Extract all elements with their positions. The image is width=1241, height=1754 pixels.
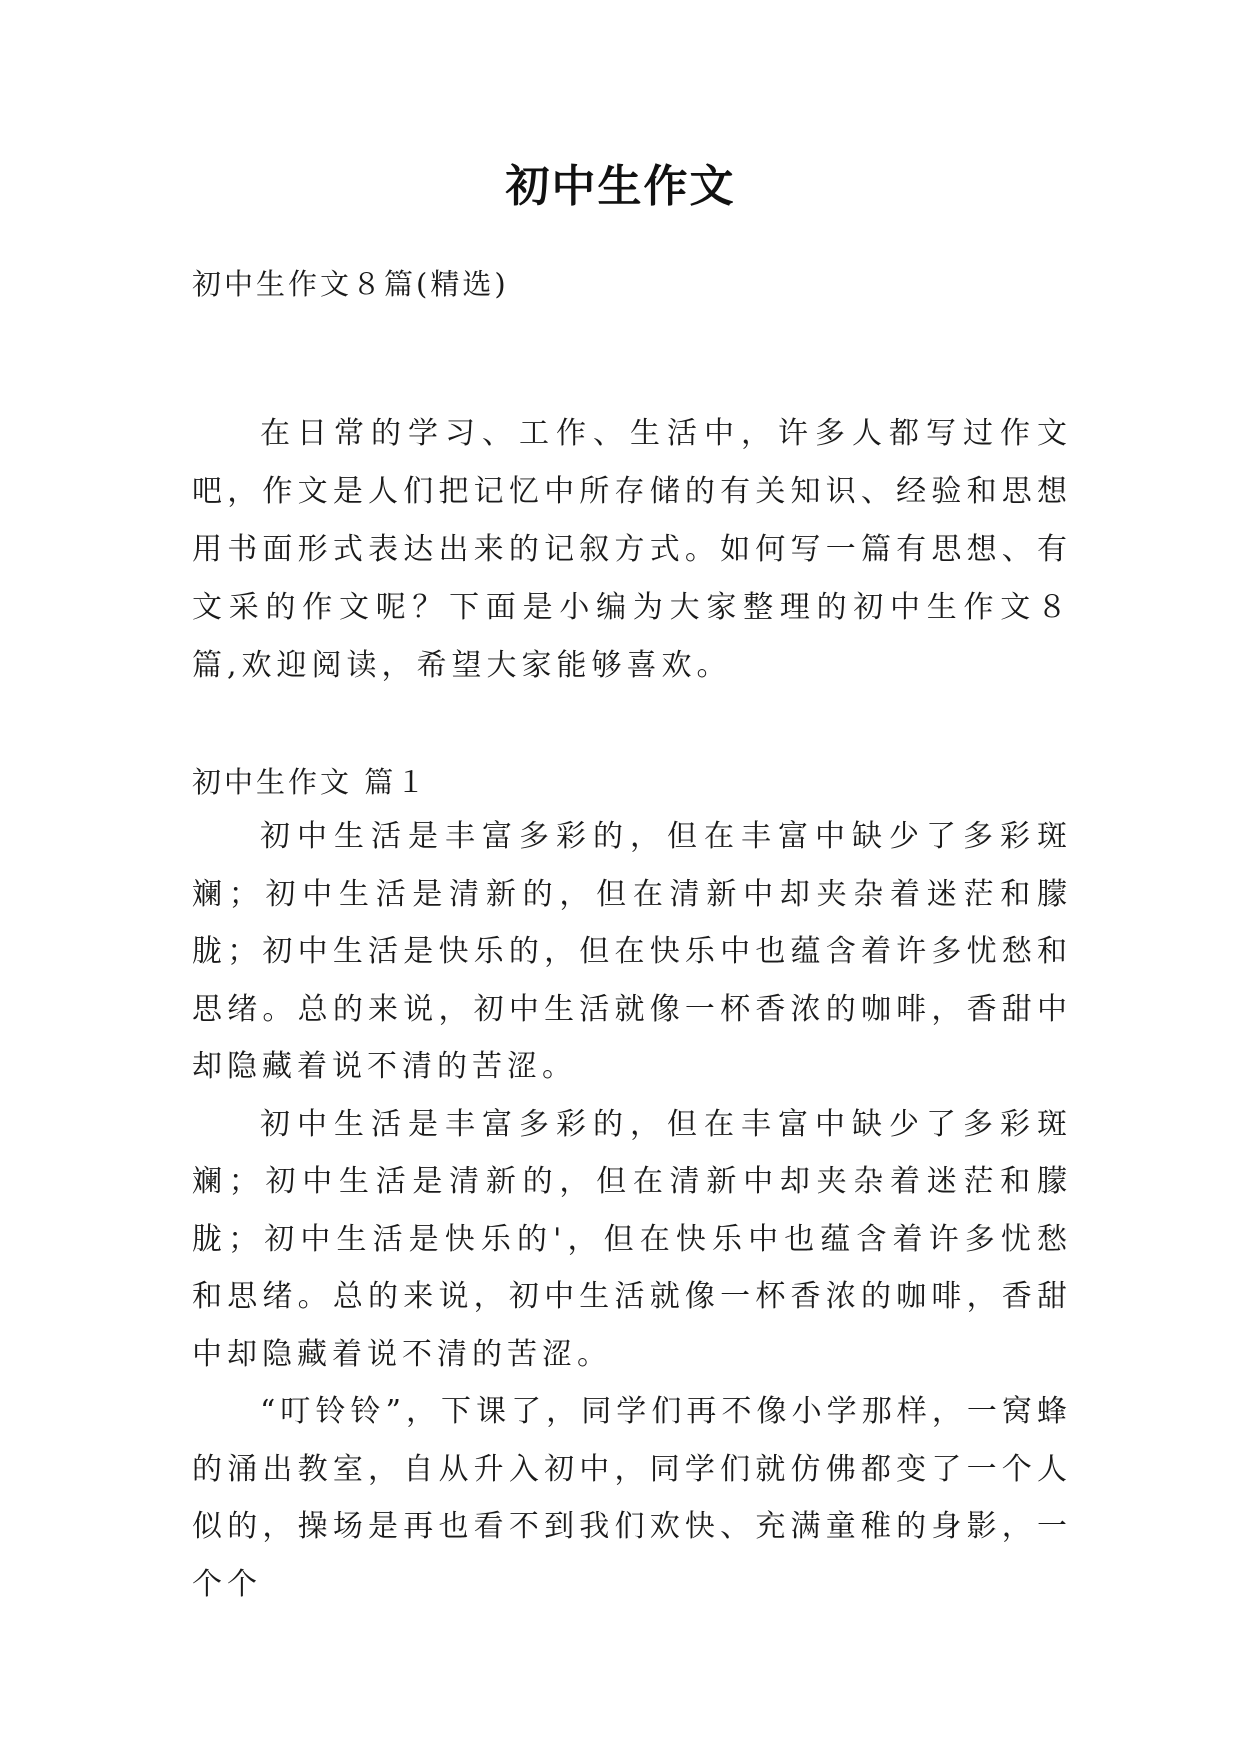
body-paragraph: “叮铃铃”，下课了，同学们再不像小学那样，一窝蜂的涌出教室，自从升入初中，同学们就仿佛都变了一个人似的，操场是再也看不到我们欢快、充满童稚的身影，一个个 — [192, 1394, 1072, 1602]
body-paragraph: 初中生活是丰富多彩的，但在丰富中缺少了多彩斑斓；初中生活是清新的，但在清新中却夹杂着迷茫和朦胧；初中生活是快乐的'，但在快乐中也蕴含着许多忧愁和思绪。总的来说，初中生活就像一杯香浓的咖啡，香甜中却隐藏着说不清的苦涩。 — [192, 1106, 1072, 1372]
section-heading: 初中生作文 篇１ — [192, 765, 429, 799]
document-subtitle: 初中生作文８篇(精选) — [192, 267, 509, 301]
body-paragraph: 初中生活是丰富多彩的，但在丰富中缺少了多彩斑斓；初中生活是清新的，但在清新中却夹杂着迷茫和朦胧；初中生活是快乐的，但在快乐中也蕴含着许多忧愁和思绪。总的来说，初中生活就像一杯香浓的咖啡，香甜中却隐藏着说不清的苦涩。 — [192, 819, 1072, 1084]
intro-paragraph: 在日常的学习、工作、生活中，许多人都写过作文吧，作文是人们把记忆中所存储的有关知识、经验和思想用书面形式表达出来的记叙方式。如何写一篇有思想、有文采的作文呢？下面是小编为大家整理的初中生作文８篇,欢迎阅读，希望大家能够喜欢。 — [192, 416, 1072, 683]
document-title: 初中生作文 — [505, 161, 736, 212]
section-body — [192, 808, 1072, 1613]
